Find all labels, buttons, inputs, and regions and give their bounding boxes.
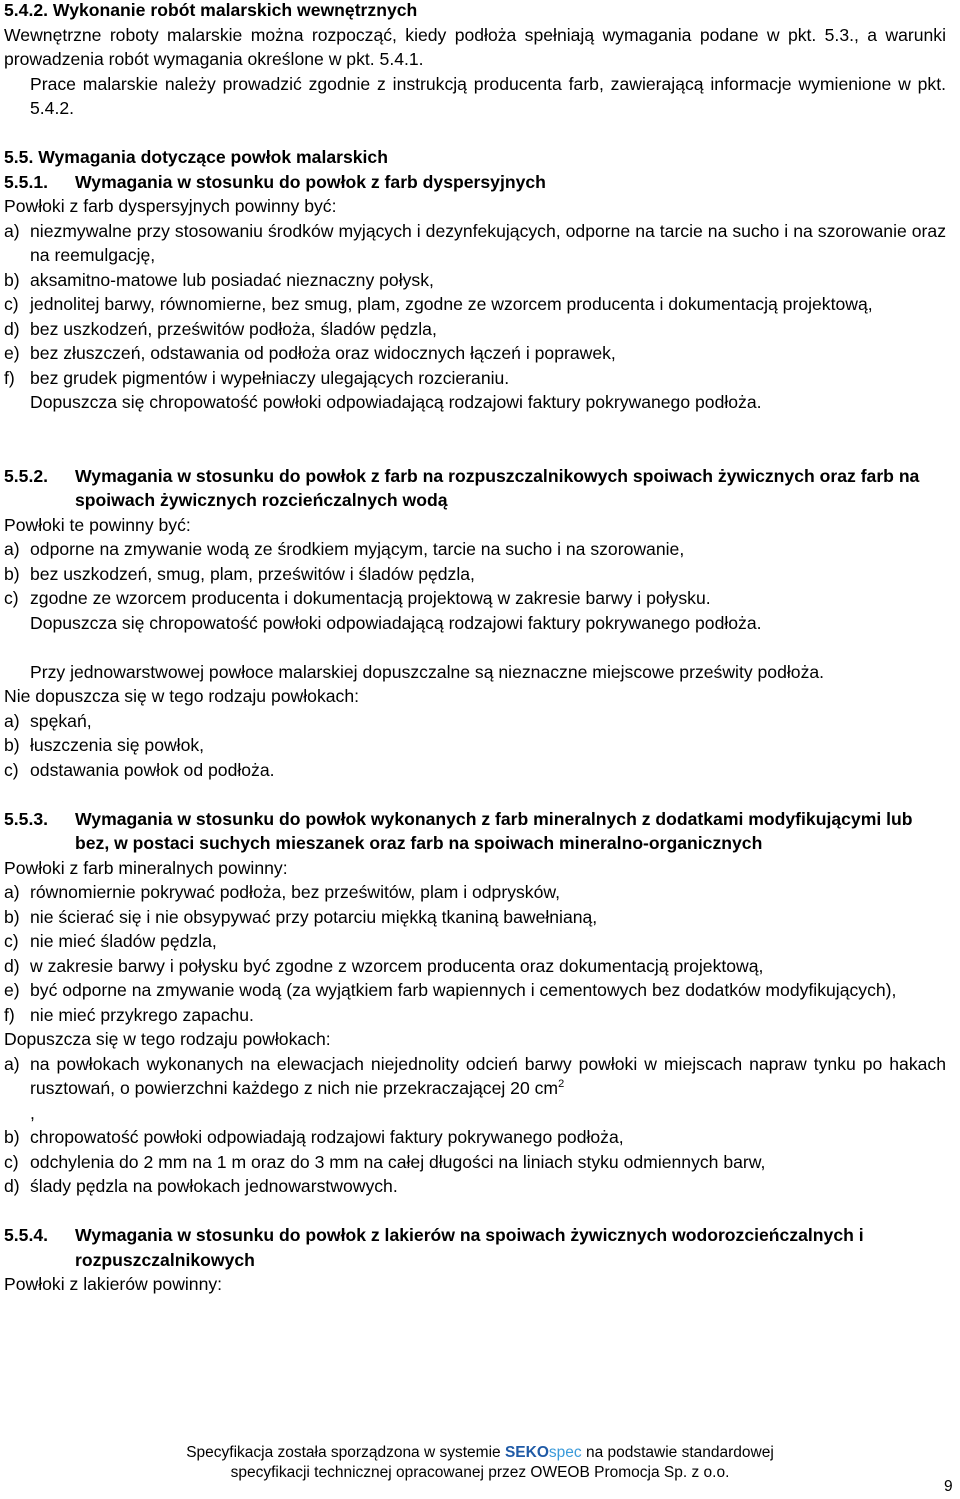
- section-542-heading: 5.4.2. Wykonanie robót malarskich wewnętrznych: [4, 0, 418, 20]
- section-542-paragraph-1: Wewnętrzne roboty malarskie można rozpocząć, kiedy podłoża spełniają wymagania podane w pkt. 5.3., a warunki prowadzenia robót wymagania określone w pkt. 5.4.1.: [4, 24, 946, 69]
- section-551-heading: [4, 170, 946, 195]
- document-body: [4, 0, 946, 1297]
- list-item: c) jednolitej barwy, równomierne, bez smug, plam, zgodne ze wzorcem producenta i dokumentacją projektową,: [4, 294, 873, 314]
- list-item: a) spękań,: [4, 710, 92, 731]
- list-item: b) łuszczenia się powłok,: [4, 735, 205, 755]
- section-554-title: Wymagania w stosunku do powłok z lakierów na spoiwach żywicznych wodorozcieńczalnych i rozpuszczalnikowych: [75, 1225, 864, 1270]
- list-item: a) równomiernie pokrywać podłoża, bez prześwitów, plam i odprysków,: [4, 882, 561, 902]
- section-552-note: Dopuszcza się chropowatość powłoki odpowiadającą rodzajowi faktury pokrywanego podłoża.: [30, 612, 762, 633]
- section-551-intro: Powłoki z farb dyspersyjnych powinny być:: [4, 196, 337, 216]
- section-554-number: 5.5.4.: [4, 1225, 49, 1245]
- section-553-title: Wymagania w stosunku do powłok wykonanych z farb mineralnych z dodatkami modyfikującymi lub bez, w postaci suchych mieszanek oraz farb na spoiwach mineralno-organicznych: [75, 808, 913, 853]
- section-553-intro: Powłoki z farb mineralnych powinny:: [4, 857, 288, 878]
- sekospec-logo: SEKOspec: [504, 1444, 582, 1461]
- section-553-heading: [4, 807, 946, 856]
- section-542-paragraph-2: Prace malarskie należy prowadzić zgodnie z instrukcją producenta farb, zawierającą informacje wymienione w pkt. 5.4.2.: [30, 73, 946, 118]
- list-item: a) odporne na zmywanie wodą ze środkiem myjącym, tarcie na sucho i na szorowanie,: [4, 539, 685, 559]
- section-552-single-layer-paragraph: Przy jednowarstwowej powłoce malarskiej dopuszczalne są nieznaczne miejscowe prześwity podłoża.: [30, 661, 825, 682]
- list-item: e) być odporne na zmywanie wodą (za wyjątkiem farb wapiennych i cementowych bez dodatków modyfikujących),: [4, 980, 897, 1000]
- section-55-heading: 5.5. Wymagania dotyczące powłok malarskich: [4, 147, 388, 167]
- section-552-heading: [4, 464, 946, 513]
- list-item: d) w zakresie barwy i połysku być zgodne z wzorcem producenta oraz dokumentacją projektową,: [4, 955, 764, 976]
- section-553-allowed-list: [4, 1052, 946, 1199]
- list-item: c) nie mieć śladów pędzla,: [4, 931, 217, 951]
- section-552-intro: Powłoki te powinny być:: [4, 514, 191, 535]
- section-551-note: Dopuszcza się chropowatość powłoki odpowiadającą rodzajowi faktury pokrywanego podłoża.: [30, 392, 762, 412]
- list-item: b) chropowatość powłoki odpowiadają rodzajowi faktury pokrywanego podłoża,: [4, 1127, 624, 1147]
- list-item: c) zgodne ze wzorcem producenta i dokumentacją projektową w zakresie barwy i połysku.: [4, 588, 711, 608]
- page-footer: [0, 1443, 960, 1483]
- list-item: b) bez uszkodzeń, smug, plam, prześwitów i śladów pędzla,: [4, 563, 475, 584]
- list-item: b) nie ścierać się i nie obsypywać przy potarciu miękką tkaniną bawełnianą,: [4, 906, 598, 927]
- section-553-list: [4, 880, 946, 1027]
- section-552-title: Wymagania w stosunku do powłok z farb na rozpuszczalnikowych spoiwach żywicznych oraz farb na spoiwach żywicznych rozcieńczalnych wodą: [75, 465, 920, 510]
- section-551-title: Wymagania w stosunku do powłok z farb dyspersyjnych: [75, 171, 546, 192]
- section-553-number: 5.5.3.: [4, 808, 49, 829]
- section-552-not-allowed-intro: Nie dopuszcza się w tego rodzaju powłokach:: [4, 686, 360, 706]
- list-item: b) aksamitno-matowe lub posiadać nieznaczny połysk,: [4, 269, 434, 290]
- list-item: e) bez złuszczeń, odstawania od podłoża oraz widocznych łączeń i poprawek,: [4, 343, 616, 363]
- footer-line-1: Specyfikacja została sporządzona w systemie SEKOspec na podstawie standardowej: [186, 1444, 774, 1461]
- section-552-not-allowed-list: [4, 709, 946, 783]
- section-551-number: 5.5.1.: [4, 171, 49, 192]
- list-item: c) odstawania powłok od podłoża.: [4, 759, 275, 780]
- list-item: f) bez grudek pigmentów i wypełniaczy ulegających rozcieraniu.: [4, 367, 510, 388]
- list-item: c) odchylenia do 2 mm na 1 m oraz do 3 mm na całej długości na liniach styku odmiennych barw,: [4, 1151, 766, 1172]
- section-554-heading: [4, 1223, 946, 1272]
- section-551-list: [4, 219, 946, 391]
- section-553-allowed-intro: Dopuszcza się w tego rodzaju powłokach:: [4, 1029, 331, 1049]
- section-552-list: [4, 537, 946, 611]
- list-item: f) nie mieć przykrego zapachu.: [4, 1004, 254, 1025]
- page-number: 9: [944, 1478, 953, 1495]
- section-554-intro: Powłoki z lakierów powinny:: [4, 1274, 223, 1294]
- footer-line-2: specyfikacji technicznej opracowanej przez OWEOB Promocja Sp. z o.o.: [230, 1464, 730, 1481]
- superscript-exponent: 2: [558, 1078, 565, 1091]
- list-item: d) bez uszkodzeń, prześwitów podłoża, śladów pędzla,: [4, 318, 437, 339]
- list-item: d) ślady pędzla na powłokach jednowarstwowych.: [4, 1176, 398, 1196]
- list-item: a) niezmywalne przy stosowaniu środków myjących i dezynfekujących, odporne na tarcie na sucho i na szorowanie oraz na reemulgację,: [4, 220, 946, 265]
- list-item: a) na powłokach wykonanych na elewacjach niejednolity odcień barwy powłoki w miejscach napraw tynku po hakach rusztowań, o powierzchni każdego z nich nie przekraczającej 20 $cm^2$ ,: [4, 1053, 946, 1123]
- section-552-number: 5.5.2.: [4, 465, 49, 486]
